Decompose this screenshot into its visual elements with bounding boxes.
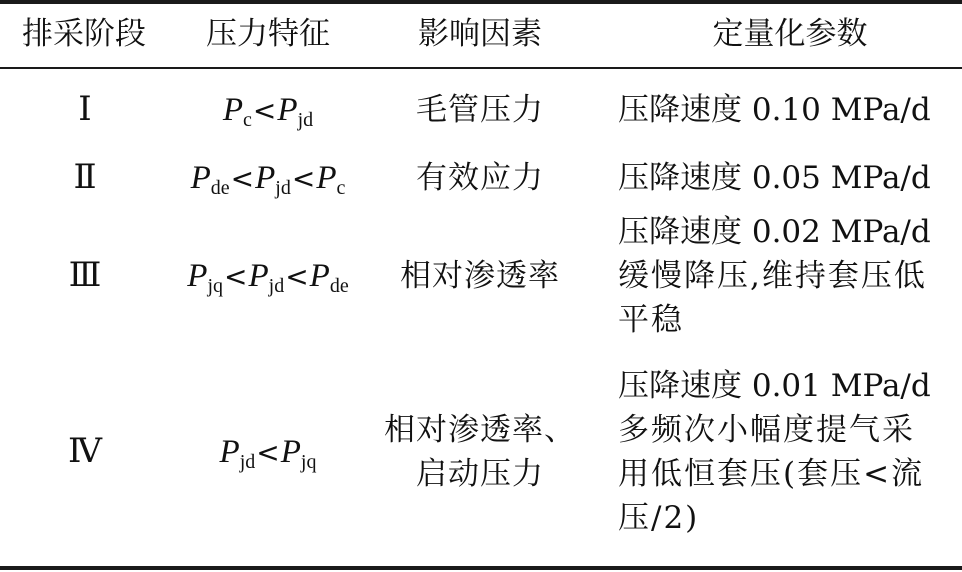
quant-line: 缓慢降压,维持套压低 [618,258,927,294]
formula-subscript: de [329,275,349,297]
formula-variable: P [277,92,298,128]
quant-line: 平稳 [618,302,684,338]
header-pressure: 压力特征 [206,16,330,52]
table-top-rule [0,0,962,4]
factor-line: 相对渗透率、 [384,412,576,448]
formula-variable: P [280,434,301,470]
quant-line: 多频次小幅度提气采 [618,412,915,448]
formula-subscript: c [243,109,252,131]
formula-subscript: jq [300,451,317,473]
pressure-formula [168,254,368,299]
formula-subscript: jq [207,275,223,297]
stage-cell: Ⅱ [73,159,95,196]
formula-variable: P [219,434,240,470]
factor-line: 相对渗透率 [400,258,560,294]
factor-line: 启动压力 [416,456,544,492]
quant-line: 压降速度 0.01 MPa/d [618,368,931,404]
stage-cell: Ⅲ [68,257,100,294]
formula-variable: P [248,258,269,294]
pressure-formula [168,88,368,133]
formula-operator: < [285,260,309,293]
pressure-formula [168,156,368,201]
table-header-rule [0,67,962,69]
formula-operator: < [252,94,277,127]
header-stage: 排采阶段 [22,16,146,52]
quant-line: 压/2) [618,500,700,536]
quant-line: 压降速度 0.05 MPa/d [618,160,931,196]
formula-operator: < [224,260,248,293]
formula-subscript: jd [239,451,256,473]
table-bottom-rule [0,566,962,570]
quant-line: 压降速度 0.10 MPa/d [618,92,931,128]
formula-variable: P [222,92,244,128]
quant-line: 用低恒套压(套压<流 [618,456,925,492]
formula-operator: < [291,162,316,195]
formula-subscript: jd [275,177,291,199]
formula-subscript: jd [297,109,314,131]
quant-line: 压降速度 0.02 MPa/d [618,214,931,250]
header-quant: 定量化参数 [712,16,868,52]
stage-cell: Ⅰ [78,91,90,128]
formula-operator: < [230,162,255,195]
formula-variable: P [316,160,337,196]
pressure-formula [168,430,368,475]
formula-subscript: jd [268,275,285,297]
stage-cell: Ⅳ [68,433,100,470]
factor-line: 毛管压力 [416,92,544,128]
formula-subscript: de [210,177,230,199]
formula-variable: P [187,258,208,294]
header-factor: 影响因素 [418,16,542,52]
formula-operator: < [256,436,280,469]
factor-line: 有效应力 [416,160,544,196]
formula-subscript: c [336,177,346,199]
formula-variable: P [190,160,211,196]
formula-variable: P [255,160,276,196]
formula-variable: P [309,258,330,294]
